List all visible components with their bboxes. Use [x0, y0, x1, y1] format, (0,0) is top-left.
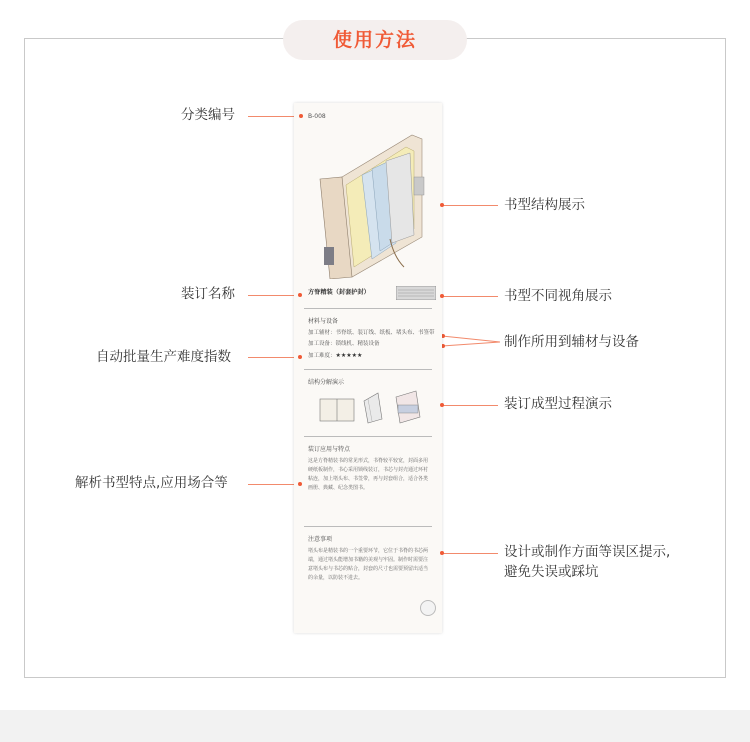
book-structure-illustration [302, 117, 436, 279]
label-process: 装订成型过程演示 [504, 396, 612, 412]
book-side-view [396, 286, 436, 300]
connector-materials [440, 330, 504, 350]
connector-dot [298, 293, 302, 297]
rule [304, 369, 432, 370]
label-materials: 制作所用到辅材与设备 [504, 334, 639, 350]
label-tips-line1: 设计或制作方面等误区提示, [504, 544, 671, 560]
connector-views [442, 296, 498, 297]
tips-text: 堵头布是精装书的一个重要环节，它位于书脊的书芯两端，通过堵头能增加书籍的美观与牢固。制作时需要注意堵头布与书芯的贴合，封套的尺寸也需要预留出适当的余量，以防装不进去。 [308, 548, 429, 581]
label-binding-name: 装订名称 [181, 286, 235, 302]
materials-line1: 加工辅材：书脊纸、装订线、纸板、堵头布、书签带 [308, 330, 435, 336]
materials-title: 材料与设备 [308, 318, 339, 325]
features-text: 这是方脊精装书的常见形式，书脊较平较宽，封面多用硬纸板制作，书心采用锁线装订，书芯与封壳通过环衬粘连，加上堵头布、书签带，再与封套组合，适合各类画册、典藏、纪念类图书。 [308, 458, 429, 491]
connector-dot [298, 355, 302, 359]
connector-structure [442, 205, 498, 206]
difficulty-label: 加工难度： [308, 353, 336, 359]
difficulty-stars: ★★★★★ [335, 352, 363, 359]
connector-dot [298, 482, 302, 486]
connector-tips [442, 553, 498, 554]
label-structure: 书型结构展示 [504, 197, 585, 213]
label-features: 解析书型特点,应用场合等 [75, 475, 228, 491]
hang-hole [420, 600, 436, 616]
tips-title: 注意事项 [308, 536, 333, 543]
connector-category-code [248, 116, 298, 117]
connector-dot [440, 403, 444, 407]
page-title: 使用方法 [283, 20, 467, 60]
rule [304, 436, 432, 437]
features-title: 装订应用与特点 [308, 446, 351, 453]
reference-card [294, 103, 442, 633]
card-binding-name: 方脊精装（封套护封） [308, 289, 370, 296]
connector-difficulty-index [248, 357, 300, 358]
connector-binding-name [248, 295, 300, 296]
materials-line2: 加工设备：锁线机、精装设备 [308, 341, 380, 347]
label-tips-line2: 避免失误或踩坑 [504, 564, 599, 580]
process-illustration [316, 387, 426, 425]
connector-dot [440, 551, 444, 555]
difficulty-row [308, 352, 362, 360]
process-title: 结构分解演示 [308, 379, 345, 386]
card-code: B-008 [308, 113, 326, 120]
connector-process [442, 405, 498, 406]
label-category-code: 分类编号 [181, 107, 235, 123]
rule [304, 526, 432, 527]
bottom-band [0, 710, 750, 742]
connector-features [248, 484, 300, 485]
connector-dot [440, 203, 444, 207]
label-difficulty-index: 自动批量生产难度指数 [96, 349, 231, 365]
label-views: 书型不同视角展示 [504, 288, 612, 304]
rule [304, 308, 432, 309]
connector-dot [440, 294, 444, 298]
